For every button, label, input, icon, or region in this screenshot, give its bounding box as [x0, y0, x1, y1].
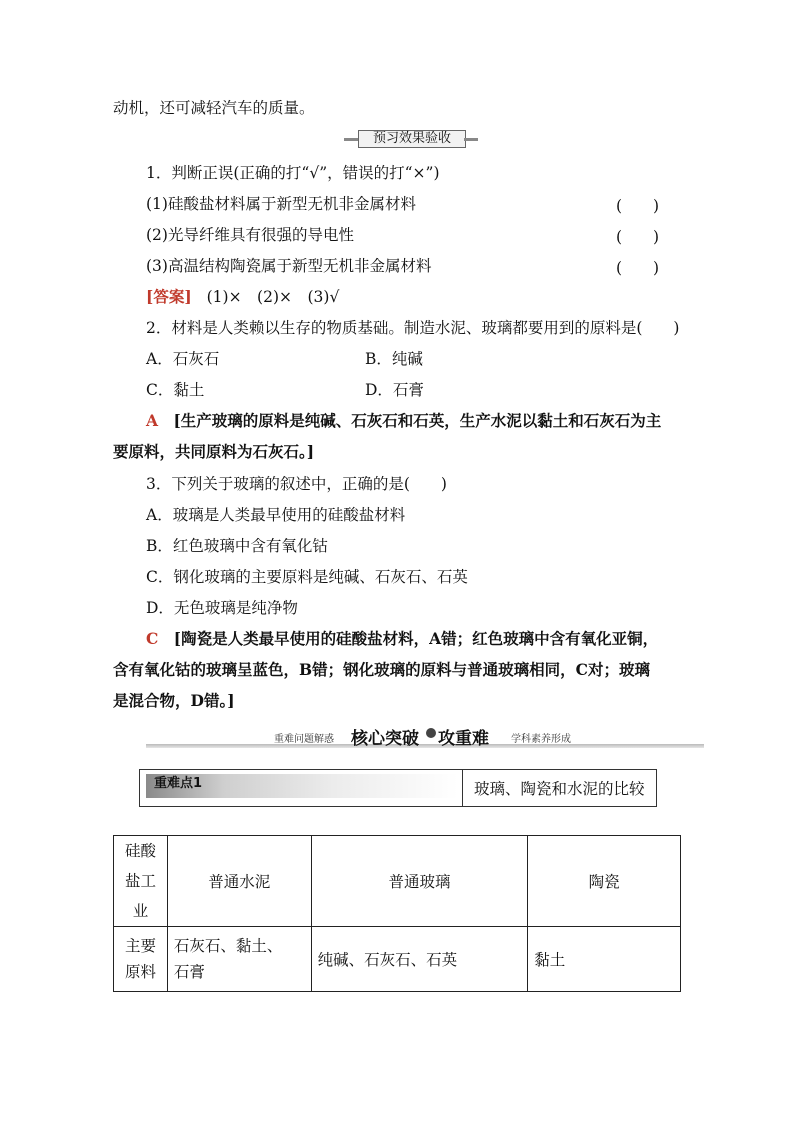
table-header-ceramic: 陶瓷: [528, 836, 681, 927]
cell-glass-materials: 纯碱、石灰石、石英: [311, 927, 528, 992]
core-header-right-small: 学科素养形成: [511, 734, 571, 745]
cell-cement-line-1: 石灰石、黏土、: [173, 937, 283, 955]
cell-cement-materials: [167, 927, 311, 992]
q2-option-a: A．石灰石: [146, 350, 220, 368]
q2-stem: 2．材料是人类赖以生存的物质基础。制造水泥、玻璃都要用到的原料是( ): [146, 319, 680, 337]
q1-item-2: (2)光导纤维具有很强的导电性: [146, 226, 354, 244]
q1-item-1-paren: ( ): [616, 197, 660, 215]
q1-item-1: (1)硅酸盐材料属于新型无机非金属材料: [146, 195, 416, 213]
q1-answer-text: (1)× (2)× (3)√: [206, 288, 340, 306]
q3-stem: 3．下列关于玻璃的叙述中，正确的是( ): [146, 475, 447, 493]
intro-tail-text: 动机，还可减轻汽车的质量。: [113, 99, 315, 117]
table-header-glass: 普通玻璃: [311, 836, 528, 927]
q3-explanation-text-1: [陶瓷是人类最早使用的硅酸盐材料，A错；红色玻璃中含有氧化亚铜，: [173, 629, 659, 648]
row-label-line-1: 主要: [124, 937, 156, 955]
q3-explanation-3: 是混合物，D错。]: [113, 691, 235, 710]
q3-option-d: D．无色玻璃是纯净物: [146, 599, 298, 617]
header-industry-line-2: 盐工: [124, 872, 156, 890]
key-point-tag: 重难点1: [154, 776, 203, 791]
header-industry-line-3: 业: [132, 902, 149, 920]
table-header-cement: 普通水泥: [167, 836, 311, 927]
q1-stem: 1．判断正误(正确的打“√”，错误的打“×”): [146, 164, 440, 182]
table-header-industry: [114, 836, 168, 927]
core-header-big-left: 核心突破: [351, 729, 419, 749]
banner-right-bar: [464, 138, 478, 141]
row-label-raw-materials: [114, 927, 168, 992]
core-header-big-right: 攻重难: [438, 729, 489, 749]
key-point-box: [139, 769, 657, 807]
cell-ceramic-materials: 黏土: [528, 927, 681, 992]
q3-explanation-1: [146, 629, 658, 649]
q1-answer: [146, 287, 339, 307]
q2-option-d: D．石膏: [365, 381, 424, 399]
core-header-left-small: 重难问题解惑: [274, 734, 334, 745]
core-section-header: [146, 724, 704, 752]
core-header-rule: [146, 744, 704, 748]
section-banner-label: 预习效果验收: [358, 130, 466, 148]
q2-explanation-1: [146, 411, 661, 431]
comparison-table: [113, 835, 681, 992]
q3-option-c: C．钢化玻璃的主要原料是纯碱、石灰石、石英: [146, 568, 468, 586]
q2-option-c: C．黏土: [146, 381, 205, 399]
key-point-title: 玻璃、陶瓷和水泥的比较: [474, 780, 645, 798]
key-point-tag-cell: [140, 770, 463, 806]
q2-answer-letter: A: [146, 411, 159, 430]
q3-answer-letter: C: [146, 629, 159, 648]
q1-item-3-paren: ( ): [616, 259, 660, 277]
q2-explanation-text-1: [生产玻璃的原料是纯碱、石灰石和石英，生产水泥以黏土和石灰石为主: [173, 411, 662, 430]
header-industry-line-1: 硅酸: [124, 842, 156, 860]
answer-tag: [答案]: [146, 287, 192, 306]
table-row: [114, 927, 681, 992]
q2-explanation-2: 要原料，共同原料为石灰石。]: [113, 442, 315, 461]
q1-item-3: (3)高温结构陶瓷属于新型无机非金属材料: [146, 257, 432, 275]
section-banner: [344, 130, 478, 148]
core-header-dot-icon: [426, 728, 436, 738]
q1-item-2-paren: ( ): [616, 228, 660, 246]
q2-option-b: B．纯碱: [365, 350, 423, 368]
q3-option-b: B．红色玻璃中含有氧化钴: [146, 537, 328, 555]
table-header-row: [114, 836, 681, 927]
cell-cement-line-2: 石膏: [173, 963, 205, 981]
row-label-line-2: 原料: [124, 963, 156, 981]
banner-left-bar: [344, 138, 358, 141]
q3-option-a: A．玻璃是人类最早使用的硅酸盐材料: [146, 506, 406, 524]
q3-explanation-2: 含有氧化钴的玻璃呈蓝色，B错；钢化玻璃的原料与普通玻璃相同，C对；玻璃: [113, 660, 650, 679]
